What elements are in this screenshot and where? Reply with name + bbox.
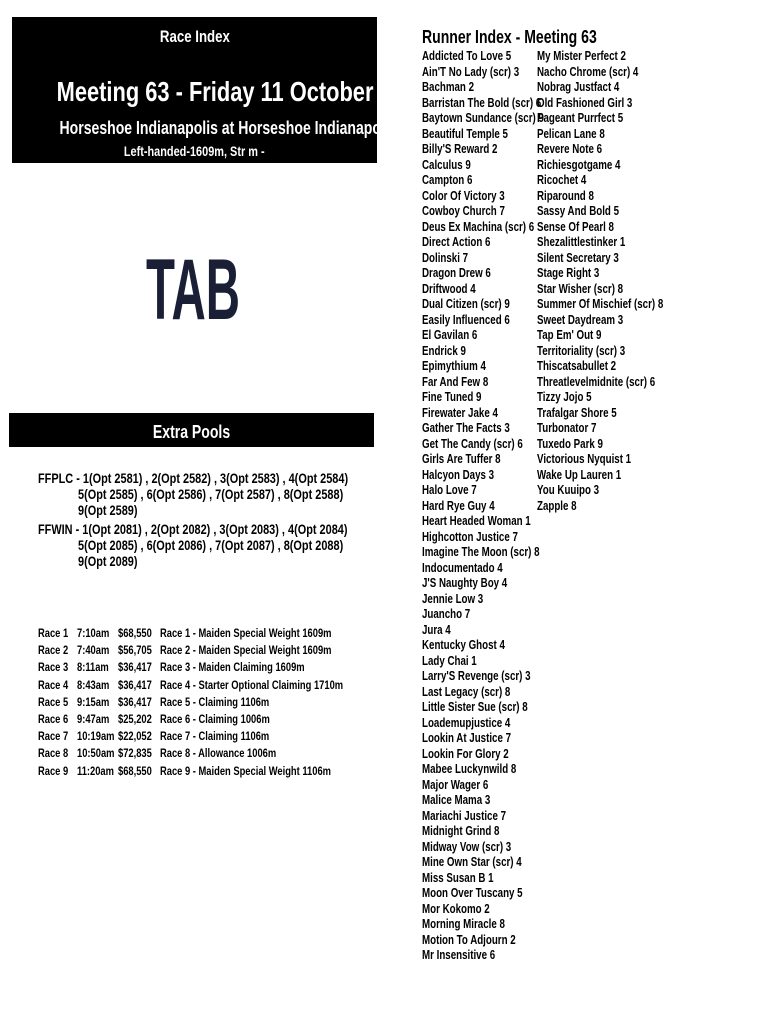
- race-description: Race 8 - Allowance 1006m: [160, 746, 277, 760]
- race-description: Race 2 - Maiden Special Weight 1609m: [160, 643, 332, 657]
- race-time: 9:15am: [77, 695, 110, 709]
- runner-name: Lady Chai 1: [422, 653, 477, 668]
- runner-item: [537, 142, 699, 158]
- venue-name: Horseshoe Indianapolis at Horseshoe Indianapolis: [59, 118, 397, 138]
- runner-item: [422, 576, 578, 592]
- runner-name: Tizzy Jojo 5: [537, 390, 592, 404]
- runner-item: [537, 204, 699, 220]
- runner-name: Stage Right 3: [537, 266, 600, 280]
- runner-name: Riparound 8: [537, 188, 594, 203]
- runner-name: Driftwood 4: [422, 281, 476, 296]
- race-number: Race 8: [38, 746, 69, 760]
- runner-name: Nobrag Justfact 4: [537, 80, 620, 94]
- runner-name: Loademupjustice 4: [422, 715, 511, 730]
- runner-name: Baytown Sundance (scr) 9: [422, 111, 544, 125]
- runner-name: J'S Naughty Boy 4: [422, 576, 508, 590]
- extra-pools-header: [9, 413, 374, 447]
- runner-name: Heart Headed Woman 1: [422, 514, 531, 528]
- runner-name: Sweet Daydream 3: [537, 312, 624, 327]
- runner-item: [537, 468, 699, 484]
- runner-item: [422, 592, 578, 608]
- pool-line: FFPLC - 1(Opt 2581) , 2(Opt 2582) , 3(Opt 2583) , 4(Opt 2584): [38, 470, 349, 486]
- runner-name: Silent Secretary 3: [537, 250, 619, 265]
- runner-name: El Gavilan 6: [422, 328, 478, 342]
- runner-name: My Mister Perfect 2: [537, 49, 626, 63]
- runner-name: Direct Action 6: [422, 235, 491, 249]
- runner-item: [422, 654, 578, 670]
- runner-name: Halcyon Days 3: [422, 467, 495, 482]
- race-number: Race 2: [38, 643, 69, 657]
- race-description: Race 9 - Maiden Special Weight 1106m: [160, 764, 331, 778]
- race-purse: $72,835: [118, 746, 152, 760]
- race-number: Race 4: [38, 678, 69, 692]
- runner-name: Moon Over Tuscany 5: [422, 886, 523, 900]
- runner-name: Highcotton Justice 7: [422, 529, 518, 544]
- meeting-title: Meeting 63 - Friday 11 October: [56, 76, 374, 107]
- runner-item: [422, 545, 578, 561]
- runner-name: Halo Love 7: [422, 483, 477, 497]
- runner-name: Jura 4: [422, 622, 451, 637]
- runner-item: [537, 266, 699, 282]
- runner-item: [422, 530, 578, 546]
- runner-item: [422, 917, 578, 933]
- pool-line: FFWIN - 1(Opt 2081) , 2(Opt 2082) , 3(Opt 2083) , 4(Opt 2084): [38, 521, 348, 537]
- race-number: Race 5: [38, 695, 69, 709]
- race-time: 10:19am: [77, 729, 115, 743]
- runner-name: Calculus 9: [422, 157, 471, 172]
- runner-name: Endrick 9: [422, 343, 466, 358]
- runner-name: Last Legacy (scr) 8: [422, 684, 511, 699]
- runner-item: [537, 328, 699, 344]
- runner-item: [537, 235, 699, 251]
- runner-name: Thiscatsabullet 2: [537, 359, 617, 373]
- race-number: Race 3: [38, 660, 69, 674]
- runner-item: [537, 437, 699, 453]
- runner-item: [537, 375, 699, 391]
- runner-name: Wake Up Lauren 1: [537, 467, 622, 482]
- runner-item: [537, 406, 699, 422]
- runner-name: Lookin At Justice 7: [422, 731, 512, 745]
- runner-item: [422, 762, 578, 778]
- runner-name: Kentucky Ghost 4: [422, 638, 505, 652]
- runner-item: [422, 902, 578, 918]
- runner-item: [537, 344, 699, 360]
- race-time: 8:43am: [77, 678, 110, 692]
- runner-name: Little Sister Sue (scr) 8: [422, 700, 528, 714]
- runner-item: [422, 855, 578, 871]
- runner-name: Bachman 2: [422, 80, 475, 94]
- runner-name: Old Fashioned Girl 3: [537, 95, 633, 110]
- runner-name: Threatlevelmidnite (scr) 6: [537, 374, 656, 389]
- race-purse: $68,550: [118, 764, 152, 778]
- runner-item: [537, 421, 699, 437]
- race-description: Race 3 - Maiden Claiming 1609m: [160, 660, 305, 674]
- race-number: Race 1: [38, 626, 69, 640]
- race-number: Race 9: [38, 764, 69, 778]
- runner-name: Barristan The Bold (scr) 6: [422, 95, 542, 110]
- race-purse: $68,550: [118, 626, 152, 640]
- runner-item: [537, 390, 699, 406]
- runner-name: Motion To Adjourn 2: [422, 932, 516, 947]
- runner-name: Nacho Chrome (scr) 4: [537, 64, 639, 79]
- runner-item: [537, 111, 699, 127]
- runner-name: Firewater Jake 4: [422, 405, 498, 420]
- runner-item: [537, 80, 699, 96]
- runner-item: [422, 933, 578, 949]
- runner-item: [422, 871, 578, 887]
- runner-name: You Kuuipo 3: [537, 483, 600, 497]
- runner-item: [422, 886, 578, 902]
- runner-item: [422, 685, 578, 701]
- runner-index-title: Runner Index - Meeting 63: [422, 27, 597, 47]
- runner-item: [537, 452, 699, 468]
- runner-item: [422, 700, 578, 716]
- runner-name: Sassy And Bold 5: [537, 204, 619, 218]
- runner-item: [537, 220, 699, 236]
- tab-logo-text: TAB: [146, 242, 240, 338]
- runner-name: Tuxedo Park 9: [537, 436, 603, 451]
- runner-item: [422, 778, 578, 794]
- runner-item: [537, 65, 699, 81]
- race-index-label: Race Index: [159, 27, 230, 46]
- runner-name: Richiesgotgame 4: [537, 157, 621, 172]
- runner-name: Dolinski 7: [422, 250, 469, 265]
- runner-item: [537, 282, 699, 298]
- runner-name: Billy'S Reward 2: [422, 142, 498, 156]
- runner-item: [537, 173, 699, 189]
- race-purse: $25,202: [118, 712, 152, 726]
- runner-name: Malice Mama 3: [422, 793, 491, 807]
- runner-item: [422, 840, 578, 856]
- runner-name: Trafalgar Shore 5: [537, 405, 617, 420]
- runner-item: [422, 809, 578, 825]
- runner-item: [422, 948, 578, 964]
- runner-name: Revere Note 6: [537, 142, 603, 156]
- runner-item: [537, 49, 699, 65]
- runner-name: Ain'T No Lady (scr) 3: [422, 64, 520, 79]
- runner-name: Shezalittlestinker 1: [537, 235, 626, 249]
- runner-name: Midway Vow (scr) 3: [422, 839, 512, 854]
- runner-name: Morning Miracle 8: [422, 917, 505, 931]
- runner-name: Mabee Luckynwild 8: [422, 762, 517, 776]
- runner-name: Color Of Victory 3: [422, 188, 505, 203]
- race-number: Race 6: [38, 712, 69, 726]
- runner-item: [537, 251, 699, 267]
- race-time: 8:11am: [77, 660, 109, 674]
- runner-item: [422, 638, 578, 654]
- runner-name: Pelican Lane 8: [537, 126, 605, 141]
- runner-item: [422, 793, 578, 809]
- pool-line: 5(Opt 2085) , 6(Opt 2086) , 7(Opt 2087) , 8(Opt 2088): [78, 537, 344, 553]
- runner-item: [422, 561, 578, 577]
- track-info: Left-handed-1609m, Str m -: [124, 143, 265, 159]
- race-time: 7:40am: [77, 643, 110, 657]
- pool-line: 9(Opt 2589): [78, 502, 138, 518]
- runner-name: Mine Own Star (scr) 4: [422, 855, 522, 869]
- runner-name: Get The Candy (scr) 6: [422, 436, 523, 451]
- runner-name: Tap Em' Out 9: [537, 328, 602, 342]
- runner-name: Mor Kokomo 2: [422, 901, 490, 916]
- runner-item: [422, 514, 578, 530]
- runner-column-2: [537, 49, 699, 514]
- race-purse: $36,417: [118, 660, 152, 674]
- race-purse: $36,417: [118, 678, 152, 692]
- runner-name: Miss Susan B 1: [422, 870, 494, 885]
- race-description: Race 7 - Claiming 1106m: [160, 729, 270, 743]
- runner-name: Dual Citizen (scr) 9: [422, 297, 510, 311]
- runner-name: Lookin For Glory 2: [422, 746, 509, 761]
- race-time: 7:10am: [77, 626, 110, 640]
- runner-name: Territoriality (scr) 3: [537, 343, 626, 358]
- runner-name: Midnight Grind 8: [422, 824, 500, 838]
- runner-item: [537, 96, 699, 112]
- runner-item: [537, 297, 699, 313]
- runner-item: [537, 359, 699, 375]
- race-purse: $36,417: [118, 695, 152, 709]
- runner-name: Turbonator 7: [537, 421, 597, 435]
- race-purse: $22,052: [118, 729, 152, 743]
- runner-name: Epimythium 4: [422, 359, 486, 373]
- runner-name: Zapple 8: [537, 498, 577, 513]
- race-time: 10:50am: [77, 746, 115, 760]
- runner-name: Girls Are Tuffer 8: [422, 452, 501, 466]
- runner-name: Cowboy Church 7: [422, 204, 505, 218]
- runner-item: [537, 158, 699, 174]
- race-description: Race 5 - Claiming 1106m: [160, 695, 270, 709]
- runner-name: Far And Few 8: [422, 374, 489, 389]
- runner-item: [537, 499, 699, 515]
- runner-name: Campton 6: [422, 173, 473, 187]
- runner-item: [537, 483, 699, 499]
- runner-name: Victorious Nyquist 1: [537, 452, 632, 466]
- runner-name: Mariachi Justice 7: [422, 808, 507, 823]
- runner-name: Imagine The Moon (scr) 8: [422, 545, 540, 559]
- runner-name: Jennie Low 3: [422, 591, 484, 606]
- runner-item: [537, 189, 699, 205]
- runner-name: Beautiful Temple 5: [422, 126, 508, 141]
- race-time: 11:20am: [77, 764, 114, 778]
- runner-item: [422, 607, 578, 623]
- extra-pools-label: Extra Pools: [152, 422, 231, 442]
- runner-item: [422, 623, 578, 639]
- race-description: Race 1 - Maiden Special Weight 1609m: [160, 626, 332, 640]
- runner-name: Larry'S Revenge (scr) 3: [422, 669, 531, 683]
- runner-name: Gather The Facts 3: [422, 421, 510, 435]
- runner-name: Easily Influenced 6: [422, 312, 510, 327]
- runner-item: [537, 127, 699, 143]
- runner-name: Deus Ex Machina (scr) 6: [422, 219, 535, 234]
- runner-name: Dragon Drew 6: [422, 266, 491, 280]
- runner-name: Major Wager 6: [422, 777, 489, 792]
- runner-name: Star Wisher (scr) 8: [537, 281, 624, 296]
- runner-name: Fine Tuned 9: [422, 390, 482, 404]
- pool-line: 9(Opt 2089): [78, 553, 138, 569]
- runner-item: [537, 313, 699, 329]
- runner-item: [422, 716, 578, 732]
- tab-logo: [146, 242, 242, 338]
- race-purse: $56,705: [118, 643, 152, 657]
- runner-name: Ricochet 4: [537, 173, 587, 187]
- runner-name: Juancho 7: [422, 607, 471, 621]
- race-number: Race 7: [38, 729, 69, 743]
- runner-name: Indocumentado 4: [422, 560, 503, 575]
- runner-item: [422, 669, 578, 685]
- race-description: Race 6 - Claiming 1006m: [160, 712, 270, 726]
- runner-item: [422, 731, 578, 747]
- race-time: 9:47am: [77, 712, 110, 726]
- runner-name: Pageant Purrfect 5: [537, 111, 624, 125]
- runner-item: [422, 824, 578, 840]
- runner-name: Addicted To Love 5: [422, 49, 512, 63]
- runner-item: [422, 747, 578, 763]
- runner-name: Summer Of Mischief (scr) 8: [537, 297, 664, 311]
- race-description: Race 4 - Starter Optional Claiming 1710m: [160, 678, 344, 692]
- runner-name: Sense Of Pearl 8: [537, 219, 614, 234]
- pool-line: 5(Opt 2585) , 6(Opt 2586) , 7(Opt 2587) , 8(Opt 2588): [78, 486, 344, 502]
- runner-name: Hard Rye Guy 4: [422, 498, 495, 513]
- race-index-header: [12, 17, 397, 163]
- runner-name: Mr Insensitive 6: [422, 948, 496, 962]
